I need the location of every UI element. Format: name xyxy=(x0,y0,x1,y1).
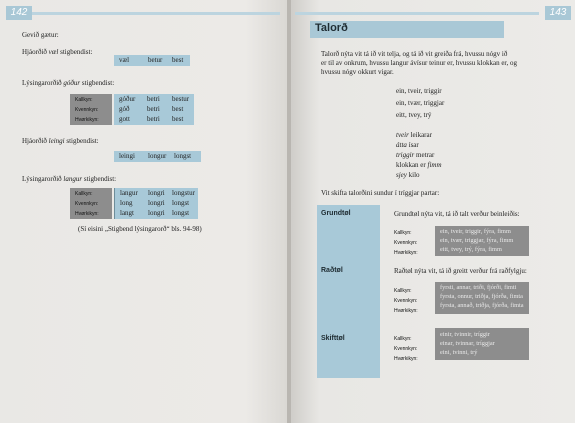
adjective-table-godur xyxy=(114,94,194,125)
table-cell: longst xyxy=(174,152,192,160)
category-sidebar xyxy=(317,205,380,378)
table-cell: væl xyxy=(119,56,130,64)
gender-label: Kvennkyn: xyxy=(75,201,99,207)
table-cell: betur xyxy=(148,56,163,64)
gender-label: Kallkyn: xyxy=(394,230,412,236)
right-page xyxy=(291,0,575,423)
gender-label: Kallkyn: xyxy=(394,336,412,342)
gender-label: Hvørkikyn: xyxy=(394,308,418,314)
adjective-table-langur xyxy=(114,188,198,219)
gender-label: Kvennkyn: xyxy=(75,107,99,113)
gender-label: Hvørkikyn: xyxy=(75,211,99,217)
adverb-table-leingi xyxy=(114,151,201,162)
table-cell: einir, tvinnir, tríggir xyxy=(440,331,490,338)
table-cell: ein, tvær, triggjar, fýra, fimm xyxy=(440,237,514,244)
gender-label: Kvennkyn: xyxy=(394,240,418,246)
table-divider xyxy=(114,188,115,219)
gender-label: Kallkyn: xyxy=(75,191,93,197)
table-cell: fyrsti, annar, triði, fjórði, fimti xyxy=(440,284,517,291)
table-cell: longst xyxy=(172,199,190,207)
group-description: Grundtøl nýta vit, tá ið talt verður beinleiðis: xyxy=(394,210,520,218)
gender-label: Hvørkikyn: xyxy=(75,117,99,123)
table-cell: longri xyxy=(148,189,165,197)
gender-label: Hvørkikyn: xyxy=(394,250,418,256)
example-line: klokkan er fimm xyxy=(396,161,442,169)
gender-label: Kallkyn: xyxy=(394,288,412,294)
table-cell: longur xyxy=(148,152,167,160)
example-line: átta ísar xyxy=(396,141,419,149)
gender-label: Kallkyn: xyxy=(75,97,93,103)
table-cell: best xyxy=(172,56,184,64)
gender-label: Hvørkikyn: xyxy=(394,356,418,362)
table-cell: best xyxy=(172,115,184,123)
section-label-langur: Lýsingarorðið langur stigbendist: xyxy=(22,175,117,183)
intro-line: Talorð nýta vit tá ið vit telja, og tá ið vit greiða frá, hvussu nógv ið xyxy=(321,50,508,58)
chapter-title: Talorð xyxy=(315,22,348,34)
table-cell: eitt, tvey, trý, fýra, fimm xyxy=(440,246,502,253)
section-label-godur: Lýsingarorðið góður stigbendist: xyxy=(22,79,115,87)
table-cell: fyrsta, annað, triðja, fjórða, fimta xyxy=(440,302,524,309)
left-heading: Gevið gætur: xyxy=(22,31,59,39)
radtol-table xyxy=(435,282,529,314)
table-cell: betri xyxy=(147,95,160,103)
gender-label: Kvennkyn: xyxy=(394,298,418,304)
group-name-grundtol: Grundtøl xyxy=(321,210,351,217)
example-line: triggir metrar xyxy=(396,151,435,159)
intro-line: hvussu nógv okkurt vigar. xyxy=(321,68,394,76)
intro-line: er til av onkrum, hvussu langur ávísur teinur er, hvussu klokkan er, og xyxy=(321,59,517,67)
table-cell: einar, tvinnar, tríggjar xyxy=(440,340,495,347)
table-cell: longst xyxy=(172,209,190,217)
section-label-leingi: Hjáorðið leingi stigbendist: xyxy=(22,137,99,145)
example-line: tveir leikarar xyxy=(396,131,432,139)
gender-label: Kvennkyn: xyxy=(394,346,418,352)
gender-column-godur xyxy=(70,94,112,125)
table-cell: góður xyxy=(119,95,136,103)
split-sentence: Vit skifta talorðini sundur í tríggjar partar: xyxy=(321,189,440,197)
group-name-radtol: Raðtøl xyxy=(321,267,343,274)
table-cell: bestur xyxy=(172,95,190,103)
table-cell: best xyxy=(172,105,184,113)
adverb-table-vael xyxy=(114,55,190,66)
page-number-left: 142 xyxy=(6,6,32,20)
example-line: sjey kilo xyxy=(396,171,420,179)
page-number-right: 143 xyxy=(545,6,571,20)
grundtol-table xyxy=(435,226,529,256)
table-cell: longri xyxy=(148,199,165,207)
example-line: eitt, tvey, trý xyxy=(396,111,432,119)
chapter-title-box xyxy=(310,21,504,38)
header-band xyxy=(30,12,280,15)
example-line: ein, tveir, triggir xyxy=(396,87,442,95)
table-cell: fyrsta, onnur, triðja, fjórða, fimta xyxy=(440,293,523,300)
table-cell: góð xyxy=(119,105,130,113)
table-cell: gott xyxy=(119,115,130,123)
table-cell: langt xyxy=(120,209,134,217)
table-cell: eini, tvinni, trý xyxy=(440,349,478,356)
table-cell: longri xyxy=(148,209,165,217)
group-description: Raðtøl nýta vit, tá ið greitt verður frá raðfylgju: xyxy=(394,267,527,275)
table-cell: leingi xyxy=(119,152,135,160)
table-cell: langur xyxy=(120,189,138,197)
table-cell: longstur xyxy=(172,189,195,197)
gender-column-langur xyxy=(70,188,112,219)
example-line: ein, tvær, triggjar xyxy=(396,99,445,107)
header-band xyxy=(295,12,539,15)
table-cell: betri xyxy=(147,105,160,113)
section-label-vael: Hjáorðið væl stigbendist: xyxy=(22,48,93,56)
table-cell: betri xyxy=(147,115,160,123)
group-name-skifttol: Skifttøl xyxy=(321,335,345,342)
table-cell: long xyxy=(120,199,133,207)
cross-reference-note: (Sí eisini „Stigbend lýsingarorð“ bls. 94-98) xyxy=(78,225,202,233)
skifttol-table xyxy=(435,328,529,360)
table-cell: ein, tveir, triggir, fýra, fimm xyxy=(440,228,511,235)
